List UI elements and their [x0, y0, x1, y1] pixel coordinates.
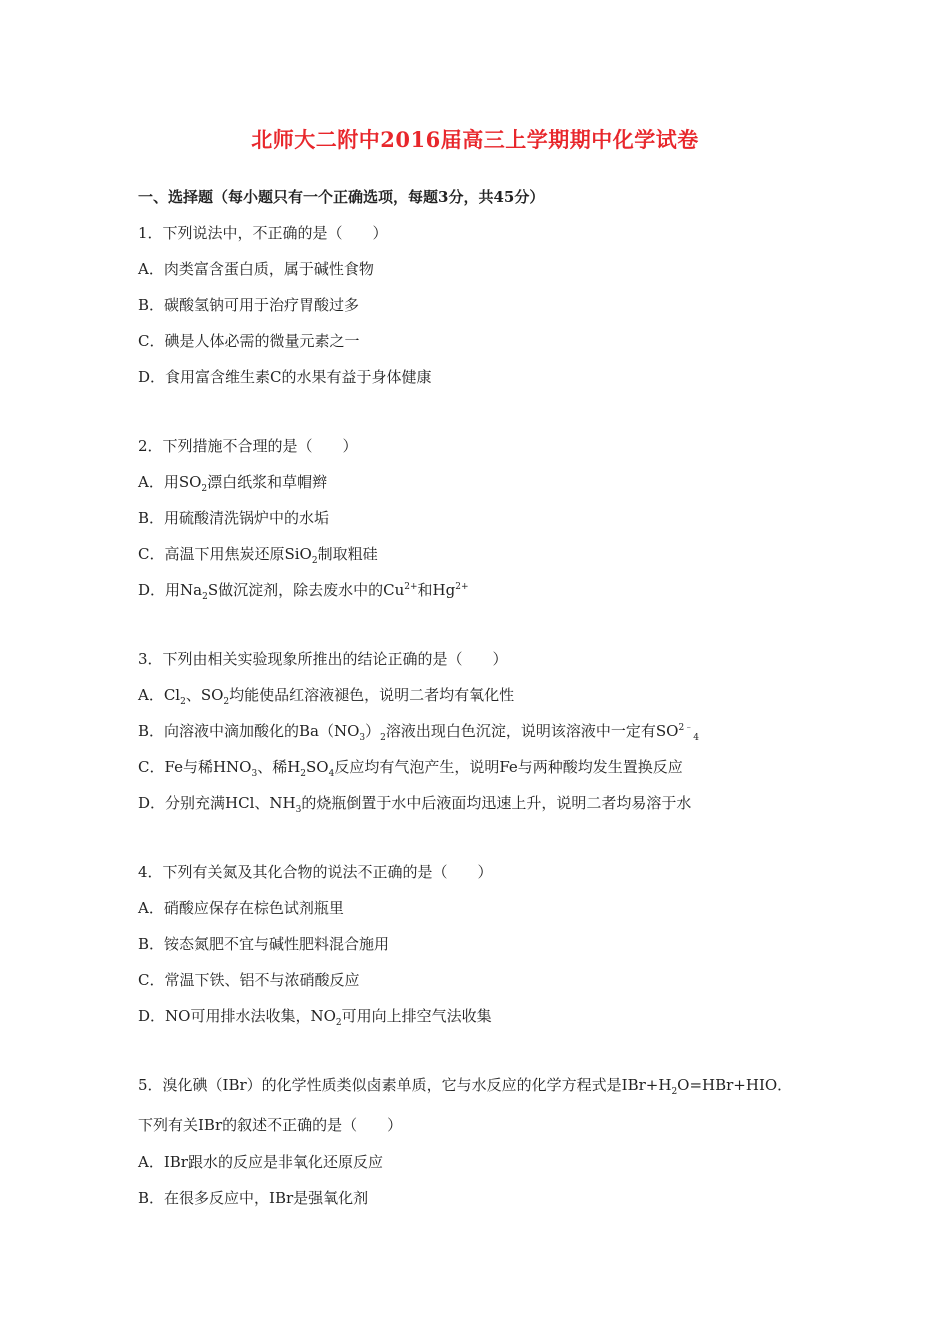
question-2-option-d: D．用$Na_2S$做沉淀剂，除去废水中的$Cu^{2+}$和$Hg^{2+}$ [138, 581, 469, 602]
question-1-option-a: A．肉类富含蛋白质，属于碱性食物 [138, 260, 374, 278]
question-3-option-d: D．分别充满HCl、$NH_3$的烧瓶倒置于水中后液面均迅速上升，说明二者均易溶于水 [138, 794, 692, 815]
question-4-option-d: D．NO可用排水法收集，$NO_2$可用向上排空气法收集 [138, 1007, 492, 1028]
question-2-option-a: A．用$SO_2$漂白纸浆和草帽辫 [138, 473, 328, 494]
question-5-option-b: B．在很多反应中，IBr是强氧化剂 [138, 1189, 369, 1207]
question-5-option-a: A．IBr跟水的反应是非氧化还原反应 [138, 1153, 383, 1171]
question-1-option-c: C．碘是人体必需的微量元素之一 [138, 332, 360, 350]
question-2-option-b: B．用硫酸清洗锅炉中的水垢 [138, 509, 330, 527]
question-4-option-a: A．硝酸应保存在棕色试剂瓶里 [138, 899, 344, 917]
question-2-stem: 2．下列措施不合理的是（ ） [138, 437, 358, 455]
question-1-stem: 1．下列说法中，不正确的是（ ） [138, 224, 388, 242]
question-5-stem-continued: 下列有关IBr的叙述不正确的是（ ） [138, 1116, 403, 1134]
question-3-option-b: B．向溶液中滴加酸化的$Ba(NO_3)_2$溶液出现白色沉淀，说明该溶液中一定有$SO^{2﹣}_4$ [138, 722, 699, 743]
question-2-option-c: C．高温下用焦炭还原SiO$_2$制取粗硅 [138, 545, 378, 566]
question-3-stem: 3．下列由相关实验现象所推出的结论正确的是（ ） [138, 650, 508, 668]
question-3-option-a: A．$Cl_2$、$SO_2$均能使品红溶液褪色，说明二者均有氧化性 [138, 686, 515, 707]
document-title: 北师大二附中2016届高三上学期期中化学试卷 [251, 127, 699, 152]
question-5-stem: 5．溴化碘（IBr）的化学性质类似卤素单质，它与水反应的化学方程式是$IBr+H_2O=HBr+HIO$． [138, 1076, 793, 1097]
question-1-option-b: B．碳酸氢钠可用于治疗胃酸过多 [138, 296, 360, 314]
question-3-option-c: C．Fe与稀$HNO_3$、稀$H_2SO_4$反应均有气泡产生，说明Fe与两种酸均发生置换反应 [138, 758, 683, 779]
question-4-option-c: C．常温下铁、铝不与浓硝酸反应 [138, 971, 360, 989]
question-4-option-b: B．铵态氮肥不宜与碱性肥料混合施用 [138, 935, 390, 953]
question-4-stem: 4．下列有关氮及其化合物的说法不正确的是（ ） [138, 863, 493, 881]
section-heading: 一、选择题（每小题只有一个正确选项，每题3分，共45分） [138, 188, 545, 206]
question-1-option-d: D．食用富含维生素C的水果有益于身体健康 [138, 368, 432, 386]
